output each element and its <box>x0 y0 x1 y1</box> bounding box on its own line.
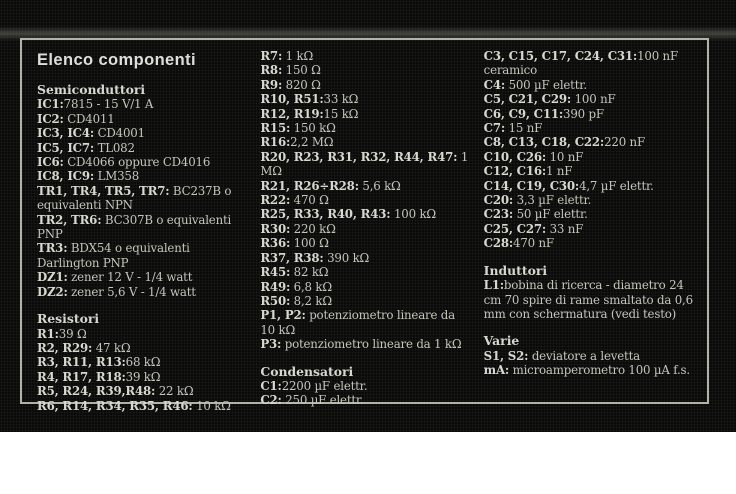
component-value: LM358 <box>94 169 139 184</box>
component-value: CD4001 <box>94 126 145 141</box>
component-line <box>260 179 470 193</box>
component-value: 82 kΩ <box>290 265 329 280</box>
component-refs: R16: <box>260 135 291 150</box>
component-refs: IC8, IC9: <box>37 169 95 184</box>
component-refs: R20, R23, R31, R32, R44, R47: <box>260 149 458 164</box>
component-refs: C23: <box>483 207 514 222</box>
component-value: 150 Ω <box>282 63 321 78</box>
component-refs: IC2: <box>37 111 64 126</box>
component-value: 15 kΩ <box>323 106 359 121</box>
column-3 <box>484 49 694 413</box>
component-line <box>260 379 470 393</box>
component-line <box>37 327 247 341</box>
component-value: 2,2 MΩ <box>290 135 334 150</box>
component-line <box>484 236 694 250</box>
component-refs: R49: <box>260 279 291 294</box>
component-line <box>260 193 470 207</box>
component-line <box>484 349 694 363</box>
component-refs: P1, P2: <box>260 308 306 323</box>
component-line <box>484 179 694 193</box>
component-refs: mA: <box>483 363 510 378</box>
component-refs: DZ1: <box>37 270 68 285</box>
component-value: 2200 µF elettr. <box>281 378 368 393</box>
component-refs: C25, C27: <box>483 221 547 236</box>
component-refs: S1, S2: <box>483 348 529 363</box>
paper-margin <box>0 432 736 494</box>
component-refs: C14, C19, C30: <box>483 178 580 193</box>
component-value: 6,8 kΩ <box>290 279 332 294</box>
component-line <box>484 49 694 78</box>
section-heading: Condensatori <box>260 363 354 379</box>
component-section <box>37 312 247 413</box>
component-line <box>37 112 247 126</box>
component-refs: R30: <box>260 221 291 236</box>
component-line <box>484 164 694 178</box>
component-value: 100 Ω <box>290 236 329 251</box>
component-value: 500 µF elettr. <box>505 77 587 92</box>
component-refs: R8: <box>260 63 283 78</box>
component-section <box>484 264 694 322</box>
component-value: potenziometro lineare da 1 kΩ <box>281 337 462 352</box>
component-refs: C28: <box>483 236 514 251</box>
component-line <box>37 285 247 299</box>
component-value: 390 pF <box>563 106 604 121</box>
component-value: 10 kΩ <box>192 398 231 413</box>
component-refs: IC5, IC7: <box>37 140 95 155</box>
component-value: CD4011 <box>63 111 115 126</box>
component-refs: P3: <box>260 337 282 352</box>
component-value: 220 kΩ <box>290 221 336 236</box>
component-value: 1 kΩ <box>282 49 314 63</box>
component-line <box>260 236 470 250</box>
component-value: 39 kΩ <box>125 369 161 384</box>
component-line <box>484 78 694 92</box>
component-refs: TR1, TR4, TR5, TR7: <box>37 183 170 198</box>
component-value: 7815 - 15 V/1 A <box>63 97 154 112</box>
component-refs: R22: <box>260 193 291 208</box>
component-line <box>484 107 694 121</box>
component-line <box>484 121 694 135</box>
component-refs: IC1: <box>37 97 64 112</box>
component-value: 470 nF <box>513 236 554 251</box>
component-refs: R50: <box>260 293 291 308</box>
component-section <box>37 83 247 299</box>
component-line <box>260 92 470 106</box>
component-value: 47 kΩ <box>92 340 131 355</box>
component-refs: DZ2: <box>37 284 68 299</box>
column-3-blocks <box>484 49 694 378</box>
panel-columns <box>22 40 707 413</box>
component-refs: R25, R33, R40, R43: <box>260 207 391 222</box>
component-refs: R37, R38: <box>260 250 324 265</box>
component-refs: C6, C9, C11: <box>483 106 564 121</box>
component-refs: C4: <box>483 77 506 92</box>
component-line <box>260 107 470 121</box>
component-line <box>260 337 470 351</box>
section-heading: Resistori <box>37 311 100 327</box>
component-value: 4,7 µF elettr. <box>579 178 654 193</box>
component-section <box>484 334 694 377</box>
component-line <box>260 251 470 265</box>
component-value: 250 µF elettr. <box>281 393 364 408</box>
component-refs: C2: <box>260 393 282 408</box>
component-refs: R10, R51: <box>260 92 324 107</box>
component-value: 22 kΩ <box>155 384 194 399</box>
component-value: 470 Ω <box>290 193 329 208</box>
component-value: 100 nF ceramico <box>483 49 678 78</box>
component-value: 10 nF <box>546 149 584 164</box>
component-value: 1 nF <box>546 164 573 179</box>
component-line <box>484 222 694 236</box>
component-refs: R4, R17, R18: <box>37 369 126 384</box>
component-line <box>484 207 694 221</box>
component-refs: C3, C15, C17, C24, C31: <box>483 49 638 63</box>
component-line <box>37 97 247 111</box>
component-line <box>260 121 470 135</box>
component-line <box>484 193 694 207</box>
component-line <box>484 92 694 106</box>
component-refs: R15: <box>260 121 291 136</box>
component-line <box>37 241 247 270</box>
component-refs: R5, R24, R39,R48: <box>37 384 156 399</box>
component-line <box>37 141 247 155</box>
component-value: microamperometro 100 µA f.s. <box>509 363 690 378</box>
component-line <box>260 78 470 92</box>
component-line <box>37 169 247 183</box>
component-section <box>260 365 470 408</box>
component-refs: C1: <box>260 378 282 393</box>
component-value: 220 nF <box>604 135 645 150</box>
component-value: zener 5,6 V - 1/4 watt <box>67 284 196 299</box>
component-line <box>37 341 247 355</box>
component-refs: C12, C16: <box>483 164 547 179</box>
component-value: 39 Ω <box>58 326 87 341</box>
component-refs: R12, R19: <box>260 106 324 121</box>
component-refs: IC6: <box>37 155 64 170</box>
component-value: BC307B o equivalenti PNP <box>37 212 232 242</box>
component-line <box>260 49 470 63</box>
component-line <box>37 155 247 169</box>
page-title: Elenco componenti <box>37 51 196 69</box>
component-value: CD4066 oppure CD4016 <box>63 155 211 170</box>
component-line <box>37 126 247 140</box>
component-line <box>260 63 470 77</box>
component-refs: R9: <box>260 77 283 92</box>
component-value: 820 Ω <box>282 77 321 92</box>
component-line <box>37 384 247 398</box>
component-value: 1 MΩ <box>260 149 469 179</box>
component-refs: C7: <box>483 121 506 136</box>
component-refs: R1: <box>37 326 59 341</box>
component-refs: R7: <box>260 49 283 63</box>
section-heading: Induttori <box>483 262 548 278</box>
component-value: 390 kΩ <box>323 250 370 265</box>
section-heading: Varie <box>483 333 520 349</box>
component-refs: IC3, IC4: <box>37 126 95 141</box>
component-refs: C10, C26: <box>483 149 547 164</box>
component-value: 50 µF elettr. <box>513 207 588 222</box>
component-line <box>260 294 470 308</box>
section-heading: Semiconduttori <box>37 82 146 97</box>
component-refs: R6, R14, R34, R35, R46: <box>37 398 193 413</box>
component-refs: TR2, TR6: <box>37 212 102 227</box>
component-value: BDX54 o equivalenti Darlington PNP <box>37 241 190 270</box>
component-refs: R3, R11, R13: <box>37 355 126 370</box>
component-line <box>484 363 694 377</box>
component-refs: C20: <box>483 193 514 208</box>
component-line <box>260 207 470 221</box>
component-refs: R21, R26÷R28: <box>260 178 359 193</box>
component-value: 150 kΩ <box>290 121 336 136</box>
column-1 <box>37 49 247 413</box>
component-section <box>260 49 470 352</box>
component-refs: C5, C21, C29: <box>483 92 572 107</box>
component-value: 8,2 kΩ <box>290 293 332 308</box>
component-line <box>260 265 470 279</box>
component-value: TL082 <box>94 140 135 155</box>
component-value: 5,6 kΩ <box>358 178 401 193</box>
component-line <box>260 222 470 236</box>
component-line <box>37 270 247 284</box>
component-value: zener 12 V - 1/4 watt <box>67 270 193 285</box>
component-line <box>484 278 694 321</box>
component-line <box>37 213 247 242</box>
component-line <box>37 355 247 369</box>
component-line <box>260 393 470 407</box>
component-refs: R36: <box>260 236 291 251</box>
component-value: 33 kΩ <box>323 92 359 107</box>
component-value: potenziometro lineare da 10 kΩ <box>260 308 455 337</box>
component-refs: L1: <box>483 278 504 293</box>
component-line <box>484 135 694 149</box>
component-value: 33 nF <box>546 221 584 236</box>
component-value: deviatore a levetta <box>528 348 640 363</box>
component-list-panel <box>20 38 709 413</box>
column-2 <box>260 49 470 413</box>
component-value: BC237B o equivalenti NPN <box>37 183 232 213</box>
component-value: 100 kΩ <box>390 207 436 222</box>
component-line <box>37 184 247 213</box>
component-line <box>260 308 470 337</box>
component-line <box>260 135 470 149</box>
component-value: 100 nF <box>571 92 616 107</box>
component-value: 68 kΩ <box>125 355 161 370</box>
column-2-blocks <box>260 49 470 408</box>
component-section <box>484 49 694 251</box>
component-refs: R2, R29: <box>37 340 93 355</box>
column-1-blocks <box>37 83 247 413</box>
component-line <box>484 150 694 164</box>
component-line <box>37 370 247 384</box>
component-line <box>37 399 247 413</box>
component-line <box>260 150 470 179</box>
component-value: 3,3 µF elettr. <box>513 193 592 208</box>
component-refs: R45: <box>260 265 291 280</box>
component-value: bobina di ricerca - diametro 24 cm 70 spire di rame smaltato da 0,6 mm con schermatura (vedi testo) <box>483 278 693 321</box>
component-value: 15 nF <box>505 121 543 136</box>
component-refs: TR3: <box>37 241 68 256</box>
component-refs: C8, C13, C18, C22: <box>483 135 605 150</box>
component-line <box>260 280 470 294</box>
